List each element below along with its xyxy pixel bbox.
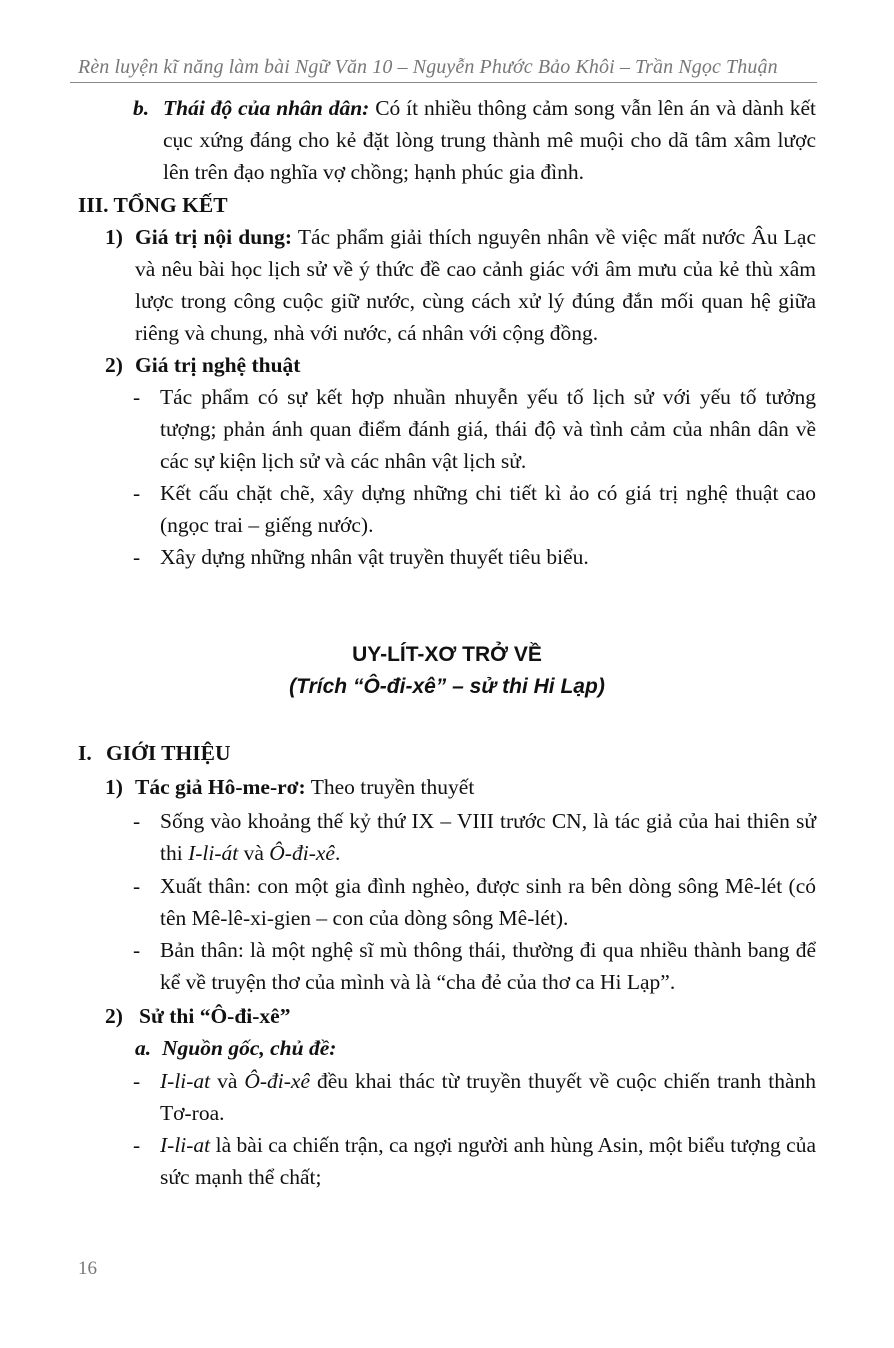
bullet-item: - Xây dựng những nhân vật truyền thuyết tiêu biểu. xyxy=(133,545,589,569)
bullet-item: - Sống vào khoảng thế kỷ thứ IX – VIII trước CN, là tác giả của hai thiên sử thi I-li-át và Ô-đi-xê. xyxy=(133,809,816,865)
item-1-author: 1) Tác giả Hô-me-rơ: Theo truyền thuyết xyxy=(105,775,475,799)
bullet-item: - Tác phẩm có sự kết hợp nhuần nhuyễn yếu tố lịch sử với yếu tố tưởng tượng; phản ánh quan điểm đánh giá, thái độ và tình cảm của nhân dân về các sự kiện lịch sử và các nhân vật lịch sử. xyxy=(133,385,816,473)
header-rule xyxy=(70,82,817,83)
section-heading-i: I. GIỚI THIỆU xyxy=(78,741,231,765)
running-header: Rèn luyện kĩ năng làm bài Ngữ Văn 10 – Nguyễn Phước Bảo Khôi – Trần Ngọc Thuận xyxy=(78,56,778,78)
bullet-item: - Bản thân: là một nghệ sĩ mù thông thái, thường đi qua nhiều thành bang để kể về truyện thơ của mình và là “cha đẻ của thơ ca Hi Lạp”. xyxy=(133,938,816,994)
lesson-title: UY-LÍT-XƠ TRỞ VỀ xyxy=(352,643,542,666)
item-b-attitude: b. Thái độ của nhân dân: Có ít nhiều thông cảm song vẫn lên án và dành kết cục xứng đáng cho kẻ đặt lòng trung thành mê muội cho dã tâm xâm lược lên trên đạo nghĩa vợ chồng; hạnh phúc gia đình. xyxy=(133,96,816,184)
lesson-subtitle: (Trích “Ô-đi-xê” – sử thi Hi Lạp) xyxy=(289,675,605,698)
item-2-art-value: 2) Giá trị nghệ thuật xyxy=(105,353,301,377)
bullet-item: - I-li-at và Ô-đi-xê đều khai thác từ truyền thuyết về cuộc chiến tranh thành Tơ-roa. xyxy=(133,1069,816,1125)
item-1-content-value: 1) Giá trị nội dung: Tác phẩm giải thích nguyên nhân về việc mất nước Âu Lạc và nêu bài học lịch sử về ý thức đề cao cảnh giác với âm mưu của kẻ thù xâm lược trong công cuộc giữ nước, cùng cách xử lý đúng đắn mối quan hệ giữa riêng và chung, nhà với nước, cá nhân với cộng đồng. xyxy=(105,225,816,345)
page-number: 16 xyxy=(78,1258,97,1279)
bullet-item: - I-li-at là bài ca chiến trận, ca ngợi người anh hùng Asin, một biểu tượng của sức mạnh thể chất; xyxy=(133,1133,816,1189)
item-2-epic: 2) Sử thi “Ô-đi-xê” xyxy=(105,1004,291,1028)
bullet-item: - Xuất thân: con một gia đình nghèo, được sinh ra bên dòng sông Mê-lét (có tên Mê-lê-xi-gien – con của dòng sông Mê-lét). xyxy=(133,874,816,930)
section-heading-iii: III. TỔNG KẾT xyxy=(78,193,228,217)
item-a-origin: a. Nguồn gốc, chủ đề: xyxy=(135,1036,337,1060)
bullet-item: - Kết cấu chặt chẽ, xây dựng những chi tiết kì ảo có giá trị nghệ thuật cao (ngọc trai – giếng nước). xyxy=(133,481,816,537)
